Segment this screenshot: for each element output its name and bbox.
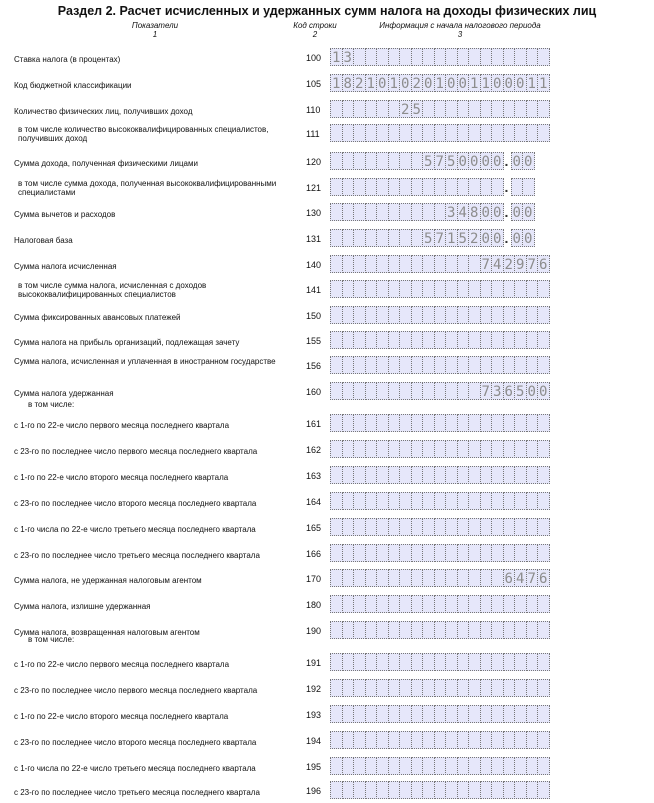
- row-code: 164: [306, 497, 322, 507]
- digit-cell[interactable]: 0: [491, 203, 504, 221]
- digit-cell[interactable]: 0: [511, 229, 524, 247]
- digit-cell[interactable]: [537, 679, 550, 697]
- row-code: 120: [306, 157, 322, 167]
- value-cells[interactable]: [330, 229, 534, 247]
- digit-cell[interactable]: 2: [468, 229, 481, 247]
- row-code: 170: [306, 574, 322, 584]
- value-cells[interactable]: [330, 356, 549, 374]
- digit-cell[interactable]: 3: [491, 382, 504, 400]
- value-cells[interactable]: [330, 306, 549, 324]
- value-cells[interactable]: [330, 595, 549, 613]
- row-code: 192: [306, 684, 322, 694]
- value-cells[interactable]: [330, 440, 549, 458]
- form-row-130: [0, 203, 654, 225]
- digit-cell[interactable]: 1: [480, 74, 493, 92]
- digit-cell[interactable]: 1: [365, 74, 378, 92]
- row-label: с 23-го по последнее число третьего месяца последнего квартала: [14, 551, 260, 560]
- decimal-point: .: [504, 230, 509, 246]
- form-row-105: [0, 74, 654, 96]
- row-code: 150: [306, 311, 322, 321]
- value-cells[interactable]: [330, 152, 534, 170]
- row-label: Сумма налога, не удержанная налоговым агентом: [14, 576, 202, 585]
- subheading-including-160: в том числе:: [28, 400, 75, 409]
- digit-cell[interactable]: 1: [434, 74, 447, 92]
- digit-cell[interactable]: 2: [399, 100, 412, 118]
- row-label: с 23-го по последнее число первого месяца последнего квартала: [14, 447, 258, 456]
- row-code: 195: [306, 762, 322, 772]
- digit-cell[interactable]: [537, 781, 550, 799]
- digit-cell[interactable]: 5: [445, 152, 458, 170]
- row-label: с 1-го по 22-е число первого месяца последнего квартала: [14, 660, 230, 669]
- digit-cell[interactable]: 0: [514, 74, 527, 92]
- digit-cell[interactable]: 0: [480, 203, 493, 221]
- value-cells[interactable]: [330, 382, 549, 400]
- digit-cell[interactable]: [537, 48, 550, 66]
- digit-cell[interactable]: 2: [503, 255, 516, 273]
- digit-cell[interactable]: [537, 653, 550, 671]
- digit-cell[interactable]: [537, 595, 550, 613]
- row-label: с 1-го по 22-е число второго месяца последнего квартала: [14, 712, 229, 721]
- digit-cell[interactable]: 1: [526, 74, 539, 92]
- row-label: Налоговая база: [14, 236, 73, 245]
- digit-cell[interactable]: 5: [422, 152, 435, 170]
- form-row-191: [0, 653, 654, 675]
- digit-cell[interactable]: [537, 331, 550, 349]
- digit-cell[interactable]: 1: [388, 74, 401, 92]
- value-cells[interactable]: [330, 280, 549, 298]
- row-label: с 23-го по последнее число второго месяца последнего квартала: [14, 499, 257, 508]
- digit-cell[interactable]: [537, 306, 550, 324]
- digit-cell[interactable]: [537, 757, 550, 775]
- value-cells[interactable]: [330, 544, 549, 562]
- row-code: 140: [306, 260, 322, 270]
- value-cells[interactable]: [330, 518, 549, 536]
- row-code: 190: [306, 626, 322, 636]
- digit-cell[interactable]: 8: [342, 74, 355, 92]
- digit-cell[interactable]: 0: [491, 74, 504, 92]
- form-row-121: [0, 178, 654, 200]
- digit-cell[interactable]: [537, 124, 550, 142]
- digit-cell[interactable]: [537, 731, 550, 749]
- row-code: 165: [306, 523, 322, 533]
- form-row-162: [0, 440, 654, 462]
- header-line-code: [285, 21, 345, 39]
- digit-cell[interactable]: 8: [468, 203, 481, 221]
- digit-cell[interactable]: [537, 466, 550, 484]
- value-cells[interactable]: [330, 705, 549, 723]
- form-row-161: [0, 414, 654, 436]
- row-label: Сумма налога, исчисленная и уплаченная в иностранном государстве: [14, 357, 276, 366]
- digit-cell[interactable]: 7: [526, 255, 539, 273]
- row-code: 105: [306, 79, 322, 89]
- row-label: Количество физических лиц, получивших доход: [14, 107, 193, 116]
- form-row-165: [0, 518, 654, 540]
- header-indicators-label: Показатели: [131, 21, 179, 30]
- form-row-141: [0, 280, 654, 302]
- value-cells[interactable]: [330, 331, 549, 349]
- row-code: 166: [306, 549, 322, 559]
- digit-cell[interactable]: 0: [491, 229, 504, 247]
- row-code: 141: [306, 285, 322, 295]
- digit-cell[interactable]: 2: [353, 74, 366, 92]
- row-code: 161: [306, 419, 322, 429]
- value-cells[interactable]: [330, 492, 549, 510]
- form-row-190: [0, 621, 654, 643]
- decimal-point: .: [504, 179, 509, 195]
- digit-cell[interactable]: 6: [503, 382, 516, 400]
- value-cells[interactable]: [330, 466, 549, 484]
- digit-cell[interactable]: 5: [514, 382, 527, 400]
- digit-cell[interactable]: 0: [422, 74, 435, 92]
- row-label: в том числе сумма налога, исчисленная с доходов высококвалифицированных специалистов: [18, 281, 207, 299]
- row-code: 130: [306, 208, 322, 218]
- row-label: в том числе сумма дохода, полученная высококвалифицированными специалистами: [18, 179, 277, 197]
- form-row-193: [0, 705, 654, 727]
- row-code: 180: [306, 600, 322, 610]
- row-label: Сумма налога, возвращенная налоговым агентом: [14, 628, 200, 637]
- digit-cell[interactable]: 6: [503, 569, 516, 587]
- row-code: 162: [306, 445, 322, 455]
- decimal-point: .: [504, 204, 509, 220]
- value-cells[interactable]: [330, 569, 549, 587]
- digit-cell[interactable]: 0: [457, 74, 470, 92]
- digit-cell[interactable]: 0: [457, 152, 470, 170]
- header-indicators-num: 1: [152, 30, 158, 39]
- row-label: Сумма фиксированных авансовых платежей: [14, 313, 181, 322]
- row-label: с 23-го по последнее число второго месяца последнего квартала: [14, 738, 257, 747]
- digit-cell[interactable]: [537, 414, 550, 432]
- row-label: с 1-го по 22-е число первого месяца последнего квартала: [14, 421, 230, 430]
- form-row-140: [0, 255, 654, 277]
- subheading-including-190: в том числе:: [28, 635, 75, 644]
- digit-cell[interactable]: [537, 440, 550, 458]
- digit-cell[interactable]: 6: [537, 569, 550, 587]
- digit-cell[interactable]: 0: [445, 74, 458, 92]
- digit-cell[interactable]: 1: [330, 74, 343, 92]
- form-row-192: [0, 679, 654, 701]
- digit-cell[interactable]: [537, 544, 550, 562]
- form-row-180: [0, 595, 654, 617]
- digit-cell[interactable]: 2: [411, 74, 424, 92]
- digit-cell[interactable]: 0: [522, 152, 535, 170]
- form-row-195: [0, 757, 654, 779]
- header-info-num: 3: [457, 30, 463, 39]
- digit-cell[interactable]: 4: [457, 203, 470, 221]
- value-cells[interactable]: [330, 679, 549, 697]
- row-label: Сумма вычетов и расходов: [14, 210, 116, 219]
- row-label: Сумма налога, излишне удержанная: [14, 602, 151, 611]
- digit-cell[interactable]: 0: [468, 152, 481, 170]
- digit-cell[interactable]: 7: [434, 152, 447, 170]
- value-cells[interactable]: [330, 781, 549, 799]
- digit-cell[interactable]: 7: [434, 229, 447, 247]
- row-label: с 23-го по последнее число первого месяца последнего квартала: [14, 686, 258, 695]
- row-label: с 1-го числа по 22-е число третьего месяца последнего квартала: [14, 764, 256, 773]
- value-cells[interactable]: [330, 731, 549, 749]
- row-label: Сумма налога удержанная: [14, 389, 114, 398]
- value-cells[interactable]: [330, 203, 534, 221]
- digit-cell[interactable]: [537, 356, 550, 374]
- digit-cell[interactable]: 0: [511, 203, 524, 221]
- value-cells[interactable]: [330, 653, 549, 671]
- digit-cell[interactable]: [537, 518, 550, 536]
- form-row-111: [0, 124, 654, 146]
- digit-cell[interactable]: 1: [468, 74, 481, 92]
- form-row-194: [0, 731, 654, 753]
- digit-cell[interactable]: [537, 705, 550, 723]
- digit-cell[interactable]: 5: [411, 100, 424, 118]
- digit-cell[interactable]: 4: [491, 255, 504, 273]
- digit-cell[interactable]: 7: [480, 382, 493, 400]
- row-label: с 1-го числа по 22-е число третьего месяца последнего квартала: [14, 525, 256, 534]
- header-indicators: [90, 21, 220, 39]
- row-label: Сумма налога на прибыль организаций, подлежащая зачету: [14, 338, 240, 347]
- value-cells[interactable]: [330, 621, 549, 639]
- form-row-170: [0, 569, 654, 591]
- digit-cell[interactable]: 0: [537, 382, 550, 400]
- digit-cell[interactable]: 5: [457, 229, 470, 247]
- value-cells[interactable]: [330, 757, 549, 775]
- row-code: 156: [306, 361, 322, 371]
- form-row-150: [0, 306, 654, 328]
- digit-cell[interactable]: [537, 621, 550, 639]
- form-row-164: [0, 492, 654, 514]
- value-cells[interactable]: [330, 74, 549, 92]
- digit-cell[interactable]: 7: [526, 569, 539, 587]
- page-title: Раздел 2. Расчет исчисленных и удержанных сумм налога на доходы физических лиц: [57, 4, 597, 18]
- digit-cell[interactable]: 1: [445, 229, 458, 247]
- row-code: 160: [306, 387, 322, 397]
- digit-cell[interactable]: 0: [522, 229, 535, 247]
- row-label: Сумма дохода, полученная физическими лицами: [14, 159, 198, 168]
- digit-cell[interactable]: 0: [526, 382, 539, 400]
- header-line-code-label: Код строки: [293, 21, 337, 30]
- digit-cell[interactable]: 0: [480, 152, 493, 170]
- row-label: с 1-го по 22-е число второго месяца последнего квартала: [14, 473, 229, 482]
- row-code: 110: [306, 105, 321, 115]
- digit-cell[interactable]: 0: [376, 74, 389, 92]
- digit-cell[interactable]: 6: [537, 255, 550, 273]
- digit-cell[interactable]: 0: [480, 229, 493, 247]
- digit-cell[interactable]: 3: [342, 48, 355, 66]
- row-label: Сумма налога исчисленная: [14, 262, 117, 271]
- row-code: 100: [306, 53, 322, 63]
- row-code: 196: [306, 786, 322, 796]
- header-info: [360, 21, 560, 39]
- row-label: Код бюджетной классификации: [14, 81, 132, 90]
- row-code: 193: [306, 710, 322, 720]
- digit-cell[interactable]: 0: [491, 152, 504, 170]
- value-cells[interactable]: [330, 48, 549, 66]
- value-cells[interactable]: [330, 255, 549, 273]
- form-row-156: [0, 356, 654, 378]
- form-row-160: [0, 382, 654, 404]
- form-row-163: [0, 466, 654, 488]
- digit-cell[interactable]: 5: [422, 229, 435, 247]
- form-row-100: [0, 48, 654, 70]
- row-code: 155: [306, 336, 322, 346]
- form-row-131: [0, 229, 654, 251]
- row-code: 194: [306, 736, 322, 746]
- header-info-label: Информация с начала налогового периода: [379, 21, 541, 30]
- form-row-110: [0, 100, 654, 122]
- form-row-120: [0, 152, 654, 174]
- row-code: 163: [306, 471, 322, 481]
- row-code: 191: [306, 658, 322, 668]
- digit-cell[interactable]: 4: [514, 569, 527, 587]
- digit-cell[interactable]: [537, 100, 550, 118]
- digit-cell[interactable]: 0: [522, 203, 535, 221]
- digit-cell[interactable]: [537, 492, 550, 510]
- digit-cell[interactable]: [537, 280, 550, 298]
- row-code: 121: [306, 183, 322, 193]
- row-label: Ставка налога (в процентах): [14, 55, 121, 64]
- digit-cell[interactable]: 1: [537, 74, 550, 92]
- digit-cell[interactable]: 3: [445, 203, 458, 221]
- digit-cell[interactable]: [522, 178, 535, 196]
- digit-cell[interactable]: 9: [514, 255, 527, 273]
- value-cells[interactable]: [330, 100, 549, 118]
- digit-cell[interactable]: 0: [503, 74, 516, 92]
- row-label: в том числе количество высококвалифицированных специалистов, получивших доход: [18, 125, 269, 143]
- header-line-code-num: 2: [312, 30, 318, 39]
- value-cells[interactable]: [330, 178, 534, 196]
- value-cells[interactable]: [330, 124, 549, 142]
- row-label: с 23-го по последнее число третьего месяца последнего квартала: [14, 788, 260, 797]
- form-row-166: [0, 544, 654, 566]
- digit-cell[interactable]: 7: [480, 255, 493, 273]
- row-code: 111: [306, 129, 320, 139]
- digit-cell[interactable]: 0: [399, 74, 412, 92]
- value-cells[interactable]: [330, 414, 549, 432]
- form-row-155: [0, 331, 654, 353]
- decimal-point: .: [504, 153, 509, 169]
- digit-cell[interactable]: 1: [330, 48, 343, 66]
- digit-cell[interactable]: 0: [511, 152, 524, 170]
- row-code: 131: [306, 234, 322, 244]
